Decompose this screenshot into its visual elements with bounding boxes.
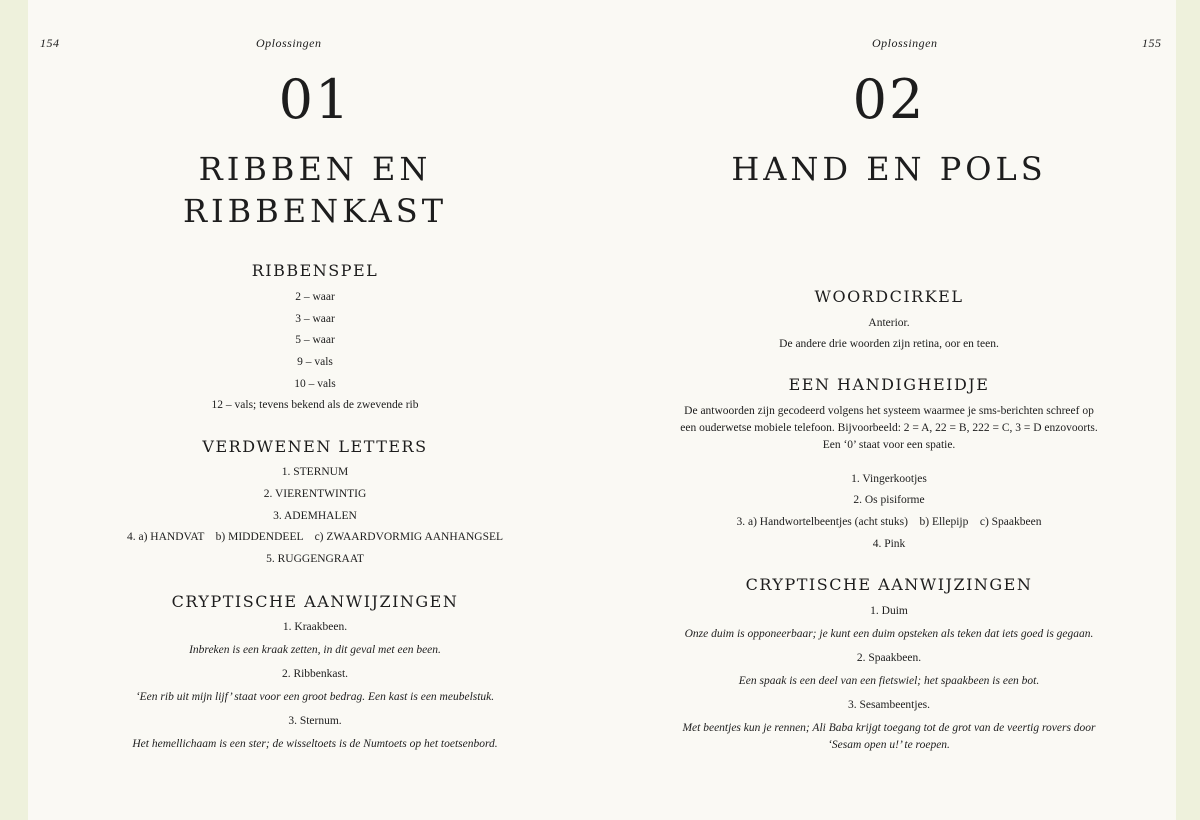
explanation: Onze duim is opponeerbaar; je kunt een duim opsteken als teken dat iets goed is gegaan. (684, 628, 1094, 640)
chapter-number: 01 (278, 68, 352, 131)
list-item: 2. Os pisiforme (853, 494, 925, 506)
book-spread (28, 0, 1176, 820)
section-title-een-handigheidje: EEN HANDIGHEIDJE (788, 375, 990, 394)
list-item: 4. a) HANDVAT b) MIDDENDEEL c) ZWAARDVORMIG AANHANGSEL (126, 531, 504, 543)
chapter-number: 02 (852, 68, 926, 131)
answer: 3. Sternum. (288, 715, 342, 727)
running-head: Oplossingen (256, 36, 322, 50)
list-item: 10 – vals (294, 378, 336, 390)
page-number: 154 (40, 36, 60, 50)
answer: 1. Kraakbeen. (282, 621, 348, 633)
section-title-ribbenspel: RIBBENSPEL (251, 261, 379, 280)
intro-line: Een ‘0’ staat voor een spatie. (822, 439, 956, 451)
list-item: 5. RUGGENGRAAT (266, 553, 364, 565)
answer: Anterior. (868, 317, 910, 329)
explanation: Met beentjes kun je rennen; Ali Baba krijgt toegang tot de grot van de veertig rovers door (682, 722, 1096, 734)
explanation: Een spaak is een deel van een fietswiel; het spaakbeen is een bot. (738, 675, 1040, 687)
section-title-cryptische-aanwijzingen: CRYPTISCHE AANWIJZINGEN (745, 575, 1033, 594)
chapter-title-line2: RIBBENKAST (182, 192, 448, 230)
list-item: 3 – waar (295, 313, 335, 325)
intro-line: De antwoorden zijn gecodeerd volgens het systeem waarmee je sms-berichten schreef op (684, 405, 1094, 417)
list-item: 2 – waar (295, 291, 335, 303)
list-item: 2. VIERENTWINTIG (263, 488, 367, 500)
list-item: 9 – vals (297, 356, 333, 368)
answer: 1. Duim (870, 605, 908, 617)
list-item: 3. a) Handwortelbeentjes (acht stuks) b) Ellepijp c) Spaakbeen (736, 516, 1042, 528)
list-item: 1. Vingerkootjes (851, 473, 927, 485)
running-head: Oplossingen (872, 36, 938, 50)
chapter-title-line1: RIBBEN EN (198, 150, 432, 188)
list-item: 12 – vals; tevens bekend als de zwevende rib (211, 399, 419, 411)
left-page (28, 0, 602, 820)
answer: 2. Ribbenkast. (281, 668, 349, 680)
explanation: ‘Sesam open u!’ te roepen. (828, 739, 950, 751)
intro-line: een ouderwetse mobiele telefoon. Bijvoorbeeld: 2 = A, 22 = B, 222 = C, 3 = D enzovoorts. (680, 422, 1098, 434)
section-title-woordcirkel: WOORDCIRKEL (814, 287, 964, 306)
section-title-verdwenen-letters: VERDWENEN LETTERS (202, 437, 428, 456)
answer: 2. Spaakbeen. (856, 652, 922, 664)
explanation: De andere drie woorden zijn retina, oor en teen. (779, 338, 999, 350)
section-title-cryptische-aanwijzingen: CRYPTISCHE AANWIJZINGEN (171, 592, 459, 611)
explanation: Inbreken is een kraak zetten, in dit geval met een been. (189, 644, 441, 656)
explanation: Het hemellichaam is een ster; de wisseltoets is de Numtoets op het toetsenbord. (132, 738, 498, 750)
answer: 3. Sesambeentjes. (847, 699, 931, 711)
list-item: 1. STERNUM (281, 466, 349, 478)
right-page (602, 0, 1176, 820)
list-item: 4. Pink (872, 538, 906, 550)
list-item: 3. ADEMHALEN (273, 510, 357, 522)
chapter-title: HAND EN POLS (731, 150, 1047, 188)
page-number: 155 (1142, 36, 1162, 50)
list-item: 5 – waar (295, 334, 335, 346)
explanation: ‘Een rib uit mijn lijf’ staat voor een groot bedrag. Een kast is een meubelstuk. (135, 691, 495, 703)
